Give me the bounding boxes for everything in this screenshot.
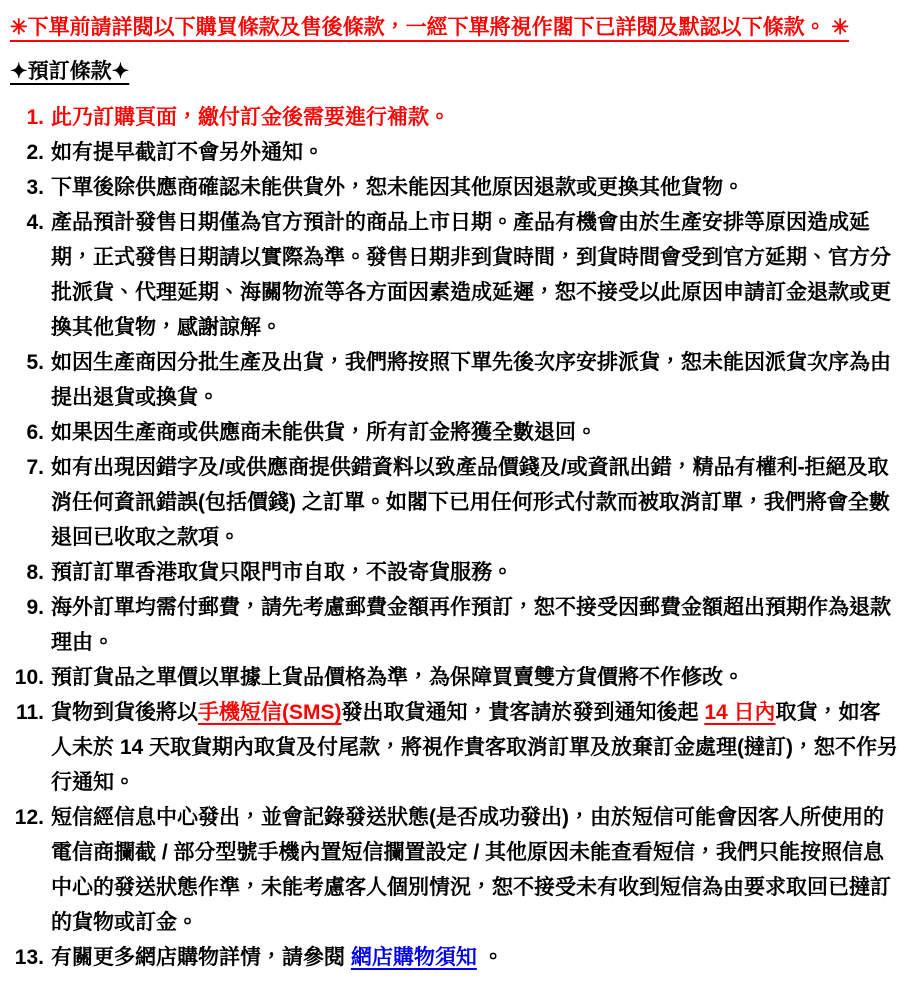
term-item <box>10 170 900 205</box>
term-number: 8. <box>26 561 44 584</box>
term-number: 11. <box>15 701 44 724</box>
term-item <box>10 590 900 660</box>
term-number: 12. <box>14 806 44 829</box>
term-text <box>51 695 900 800</box>
term-text <box>51 170 900 205</box>
term-text-segment: 有關更多網店購物詳情，請參閱 <box>51 946 351 969</box>
term-text <box>51 660 900 695</box>
store-shopping-guide-link[interactable]: 網店購物須知 <box>350 946 477 969</box>
term-text-segment: 貨物到貨後將以 <box>51 701 198 724</box>
term-item <box>10 415 900 450</box>
term-item <box>10 205 900 345</box>
term-text <box>51 555 900 590</box>
term-text <box>51 205 900 345</box>
term-item <box>10 940 900 975</box>
terms-list <box>10 100 900 975</box>
term-text-segment: 此乃訂購頁面，繳付訂金後需要進行補款。 <box>51 106 450 129</box>
term-item <box>10 345 900 415</box>
term-text-segment: 預訂貨品之單價以單據上貨品價格為準，為保障買賣雙方貨價將不作修改。 <box>51 666 744 689</box>
term-item <box>10 695 900 800</box>
term-text-segment: 海外訂單均需付郵費，請先考慮郵費金額再作預訂，恕不接受因郵費金額超出預期作為退款理由。 <box>51 596 891 654</box>
term-number: 2. <box>26 141 44 164</box>
term-text <box>51 100 900 135</box>
term-text <box>51 135 900 170</box>
term-number: 6. <box>26 421 44 444</box>
term-text-segment: 取貨，如客人未於 14 天取貨期內取貨及付尾款，將視作貴客取消訂單及放棄訂金處理(撻訂)，恕不作另行通知。 <box>51 701 899 794</box>
term-text-segment: 如有出現因錯字及/或供應商提供錯資料以致產品價錢及/或資訊出錯，精品有權利-拒絕及取消任何資訊錯誤(包括價錢) 之訂單。如閣下已用任何形式付款而被取消訂單，我們將會全數退回已收取之款項。 <box>51 456 890 549</box>
term-text-segment: 短信經信息中心發出，並會記錄發送狀態(是否成功發出)，由於短信可能會因客人所使用的電信商攔截 / 部分型號手機內置短信攔置設定 / 其他原因未能查看短信，我們只能按照信息中心的發送狀態作準，未能考慮客人個別情況，恕不接受未有收到短信為由要求取回已撻訂的貨物或訂金。 <box>51 806 891 934</box>
term-text-segment: 產品預計發售日期僅為官方預計的商品上市日期。產品有機會由於生產安排等原因造成延期，正式發售日期請以實際為準。發售日期非到貨時間，到貨時間會受到官方延期、官方分批派貨、代理延期、海關物流等各方面因素造成延遲，恕不接受以此原因申請訂金退款或更換其他貨物，感謝諒解。 <box>51 211 891 339</box>
term-text-segment: 如果因生產商或供應商未能供貨，所有訂金將獲全數退回。 <box>51 421 597 444</box>
term-text <box>51 590 900 660</box>
section-title: ✦預訂條款✦ <box>10 60 130 83</box>
term-text <box>51 415 900 450</box>
term-number: 7. <box>26 456 44 479</box>
term-text-segment: 預訂訂單香港取貨只限門市自取，不設寄貨服務。 <box>51 561 513 584</box>
term-number: 5. <box>26 351 44 374</box>
term-number: 13. <box>14 946 44 969</box>
term-text <box>51 345 900 415</box>
term-item <box>10 555 900 590</box>
term-item <box>10 100 900 135</box>
term-item <box>10 800 900 940</box>
term-number: 3. <box>26 176 44 199</box>
term-item <box>10 450 900 555</box>
pickup-deadline-emphasis: 14 日內 <box>704 701 776 724</box>
term-text-segment: 如有提早截訂不會另外通知。 <box>51 141 324 164</box>
term-text <box>51 940 900 975</box>
term-item <box>10 660 900 695</box>
term-text-segment: 如因生產商因分批生產及出貨，我們將按照下單先後次序安排派貨，恕未能因派貨次序為由提出退貨或換貨。 <box>51 351 891 409</box>
term-number: 4. <box>26 211 44 234</box>
term-number: 1. <box>26 106 44 129</box>
pre-order-notice: ✳下單前請詳閱以下購買條款及售後條款，一經下單將視作閣下已詳閱及默認以下條款。 ✳ <box>10 16 850 39</box>
term-text-segment: 發出取貨通知，貴客請於發到通知後起 <box>341 701 705 724</box>
term-number: 9. <box>26 596 44 619</box>
term-item <box>10 135 900 170</box>
sms-notice-emphasis: 手機短信(SMS) <box>198 701 342 724</box>
term-text-segment: 。 <box>476 946 504 969</box>
term-number: 10. <box>14 666 44 689</box>
term-text-segment: 下單後除供應商確認未能供貨外，恕未能因其他原因退款或更換其他貨物。 <box>51 176 744 199</box>
term-text <box>51 800 900 940</box>
term-text <box>51 450 900 555</box>
